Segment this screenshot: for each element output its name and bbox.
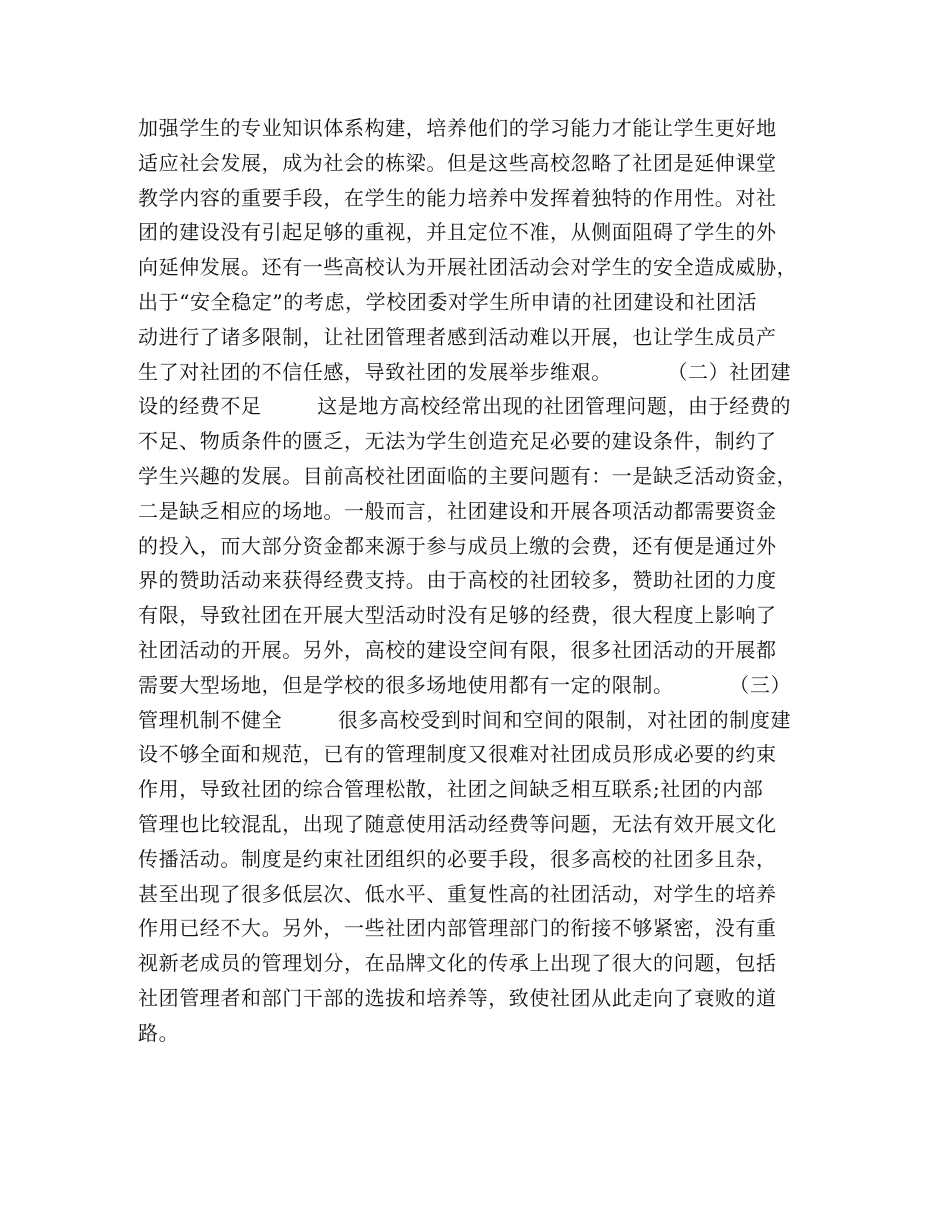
text-line: 社团管理者和部门干部的选拔和培养等，致使社团从此走向了衰败的道	[138, 985, 777, 1010]
text-line: 加强学生的专业知识体系构建，培养他们的学习能力才能让学生更好地	[138, 116, 777, 140]
text-line: 动进行了诸多限制，让社团管理者感到活动难以开展，也让学生成员产	[138, 324, 777, 349]
text-line: 管理也比较混乱，出现了随意使用活动经费等问题，无法有效开展文化	[138, 811, 777, 836]
text-line: 适应社会发展，成为社会的栋梁。但是这些高校忽略了社团是延伸课堂	[138, 150, 777, 175]
text-line: 视新老成员的管理划分，在品牌文化的传承上出现了很大的问题，包括	[138, 951, 777, 976]
text-line: 需要大型场地，但是学校的很多场地使用都有一定的限制。 （三）	[138, 672, 792, 697]
text-line: 作用已经不大。另外，一些社团内部管理部门的衔接不够紧密，没有重	[138, 916, 777, 941]
text-line: 有限，导致社团在开展大型活动时没有足够的经费，很大程度上影响了	[138, 603, 777, 628]
text-line: 二是缺乏相应的场地。一般而言，社团建设和开展各项活动都需要资金	[138, 498, 777, 523]
text-line: 教学内容的重要手段，在学生的能力培养中发挥着独特的作用性。对社	[138, 185, 777, 210]
text-line: 团的建设没有引起足够的重视，并且定位不准，从侧面阻碍了学生的外	[138, 220, 777, 245]
text-line: 不足、物质条件的匮乏，无法为学生创造充足必要的建设条件，制约了	[138, 429, 777, 454]
text-line: 甚至出现了很多低层次、低水平、重复性高的社团活动，对学生的培养	[138, 881, 777, 906]
text-line: 界的赞助活动来获得经费支持。由于高校的社团较多，赞助社团的力度	[138, 568, 777, 593]
text-line: 社团活动的开展。另外，高校的建设空间有限，很多社团活动的开展都	[138, 637, 777, 662]
text-line: 设不够全面和规范，已有的管理制度又很难对社团成员形成必要的约束	[138, 742, 777, 767]
text-line: 传播活动。制度是约束社团组织的必要手段，很多高校的社团多且杂，	[138, 846, 777, 871]
text-line: 作用，导致社团的综合管理松散，社团之间缺乏相互联系;社团的内部	[138, 777, 764, 802]
text-line: 出于“安全稳定”的考虑，学校团委对学生所申请的社团建设和社团活	[138, 289, 758, 314]
text-line: 学生兴趣的发展。目前高校社团面临的主要问题有：一是缺乏活动资金，	[138, 463, 798, 488]
text-line: 生了对社团的不信任感，导致社团的发展举步维艰。 （二）社团建	[138, 359, 792, 384]
text-line: 的投入，而大部分资金都来源于参与成员上缴的会费，还有便是通过外	[138, 533, 777, 558]
text-line: 设的经费不足 这是地方高校经常出现的社团管理问题，由于经费的	[138, 394, 792, 419]
text-line: 路。	[138, 1020, 180, 1045]
text-line: 向延伸发展。还有一些高校认为开展社团活动会对学生的安全造成威胁，	[138, 255, 798, 280]
text-line: 管理机制不健全 很多高校受到时间和空间的限制，对社团的制度建	[138, 707, 792, 732]
body-text	[138, 111, 828, 1051]
